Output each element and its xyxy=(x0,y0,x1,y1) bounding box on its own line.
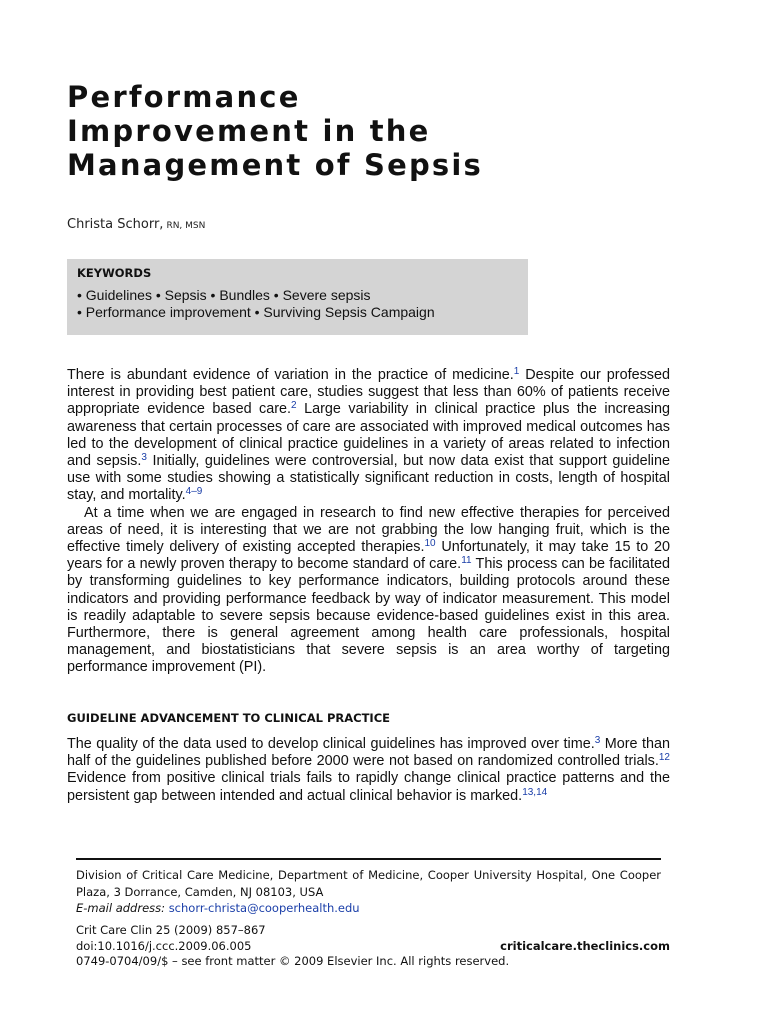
email-line xyxy=(76,900,661,917)
reference-link[interactable]: 1 xyxy=(513,366,520,377)
author-byline xyxy=(67,217,205,232)
email-label: E-mail address: xyxy=(76,901,166,915)
reference-link[interactable]: 4–9 xyxy=(185,486,203,498)
p3-text-1: The quality of the data used to develop clinical guidelines has improved over time. xyxy=(67,736,595,752)
p3-text-2: More than half of the guidelines published before 2000 were not based on randomized controlled trials. xyxy=(67,736,671,770)
reference-link[interactable]: 2 xyxy=(291,400,297,412)
journal-website[interactable]: criticalcare.theclinics.com xyxy=(500,938,670,953)
article-title xyxy=(67,80,627,182)
p2-text-3: This process can be facilitated by transforming guidelines to key performance indicators, building protocols around these indicators and providing performance feedback by way of indicator measurement. This model is readily adaptable to severe sepsis because evidence-based guidelines exist in this area. Furthermore, there is general agreement among health care professionals, hospital management, and biostatisticians that severe sepsis is an area worthy of targeting performance improvement (PI). xyxy=(67,556,670,676)
footnote-affiliation xyxy=(76,867,661,917)
p2-text-1: At a time when we are engaged in research to find new effective therapies for perceived areas of need, it is interesting that we are not grabbing the low hanging fruit, which is the effective timely delivery of existing accepted therapies. xyxy=(67,504,670,556)
p1-text-2: Despite our professed interest in providing best patient care, studies suggest that less than 60% of patients receive appropriate evidence based care. xyxy=(67,367,670,418)
reference-link[interactable]: 10 xyxy=(424,538,436,550)
paragraph-1 xyxy=(67,367,670,505)
section-body xyxy=(67,736,670,805)
reference-link[interactable]: 3 xyxy=(141,452,147,464)
author-credentials: RN, MSN xyxy=(166,221,206,231)
reference-link[interactable]: 11 xyxy=(461,555,472,567)
reference-link[interactable]: 12 xyxy=(658,752,670,764)
keywords-line-2: • Performance improvement • Surviving Sepsis Campaign xyxy=(77,304,435,320)
reference-link[interactable]: 3 xyxy=(594,735,601,746)
p2-text-2: Unfortunately, it may take 15 to 20 years for a newly proven therapy to become standard of care. xyxy=(67,539,671,573)
section-heading: GUIDELINE ADVANCEMENT TO CLINICAL PRACTICE xyxy=(67,711,390,725)
citation-block xyxy=(76,923,670,970)
email-link[interactable]: schorr-christa@cooperhealth.edu xyxy=(168,901,360,915)
p1-text-4: Initially, guidelines were controversial, but now data exist that support guideline use with some studies showing a statistically significant reduction in costs, length of hospital stay, and mortality. xyxy=(67,453,670,504)
title-line-2: Improvement in the xyxy=(67,114,431,148)
p1-text-1: There is abundant evidence of variation in the practice of medicine. xyxy=(67,367,514,383)
footnote-divider xyxy=(76,858,661,860)
keywords-box xyxy=(67,259,528,335)
intro-body xyxy=(67,367,670,677)
affiliation-text: Division of Critical Care Medicine, Department of Medicine, Cooper University Hospital, One Cooper Plaza, 3 Dorrance, Camden, NJ 08103, USA xyxy=(76,868,661,899)
journal-citation: Crit Care Clin 25 (2009) 857–867 xyxy=(76,923,266,937)
p1-text-3: Large variability in clinical practice plus the increasing awareness that certain processes of care are associated with improved medical outcomes has led to the development of clinical practice guidelines in a variety of areas related to infection and sepsis. xyxy=(67,401,670,470)
copyright-line: 0749-0704/09/$ – see front matter © 2009 Elsevier Inc. All rights reserved. xyxy=(76,954,510,968)
keywords-heading: KEYWORDS xyxy=(77,266,152,280)
paragraph-2 xyxy=(67,505,670,677)
paragraph-3 xyxy=(67,736,670,805)
author-name: Christa Schorr, xyxy=(67,217,164,232)
reference-link[interactable]: 13,14 xyxy=(522,786,548,798)
keywords-line-1: • Guidelines • Sepsis • Bundles • Severe sepsis xyxy=(77,287,371,303)
title-line-3: Management of Sepsis xyxy=(67,148,483,182)
title-line-1: Performance xyxy=(67,80,301,114)
doi: doi:10.1016/j.ccc.2009.06.005 xyxy=(76,938,252,953)
p3-text-3: Evidence from positive clinical trials fails to rapidly change clinical practice patterns and the persistent gap between intended and actual clinical behavior is marked. xyxy=(67,770,670,804)
